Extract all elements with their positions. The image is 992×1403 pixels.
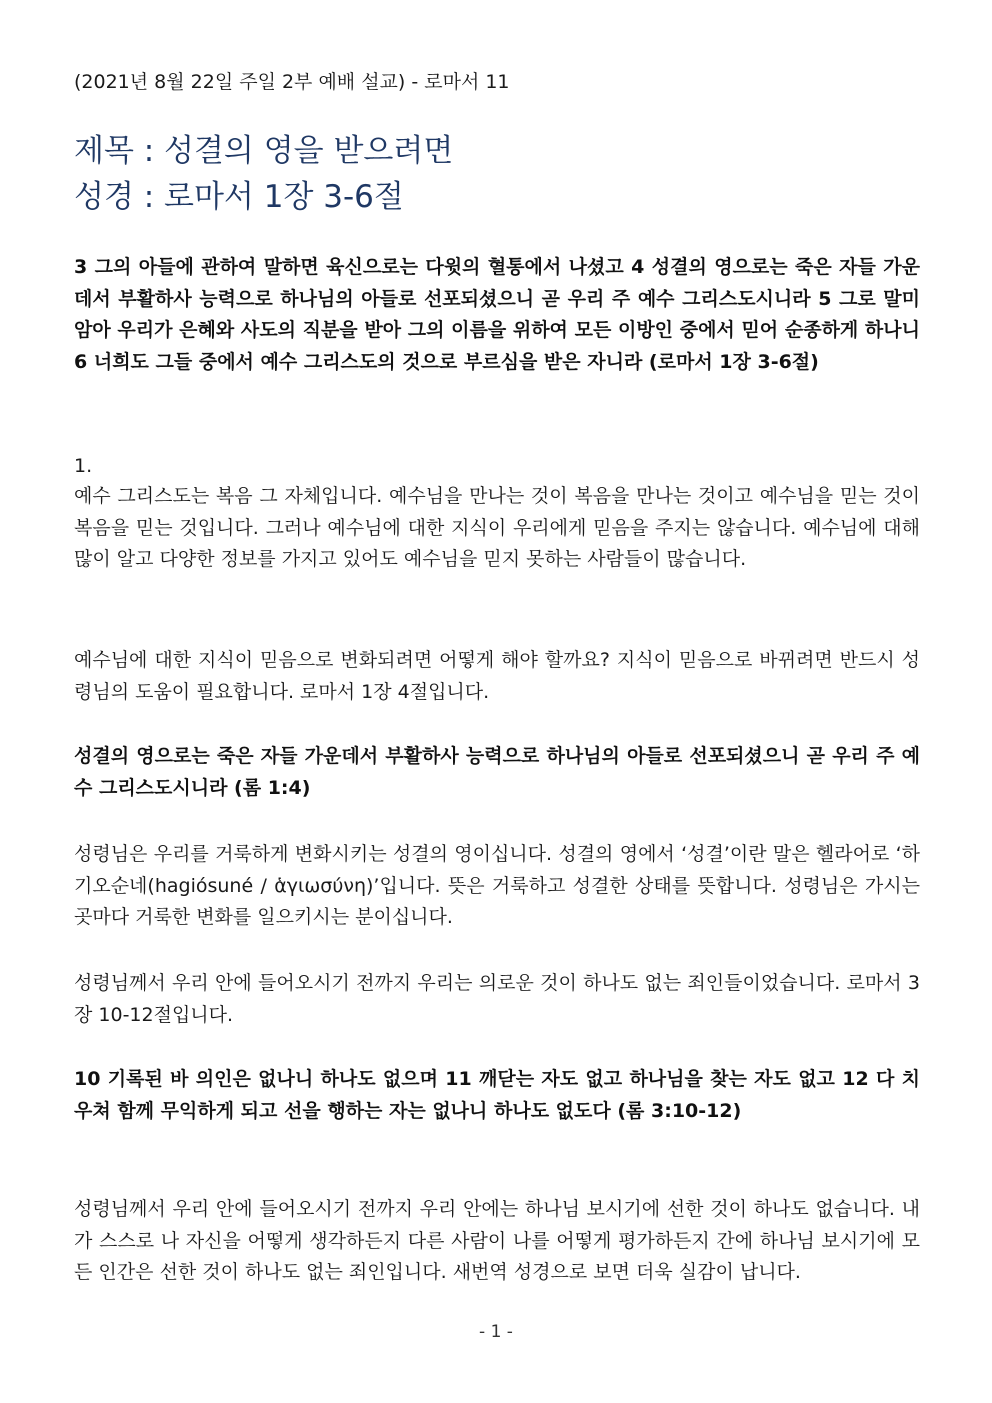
- sermon-title: 제목 : 성결의 영을 받으려면: [74, 133, 454, 169]
- page-number: - 1 -: [479, 1322, 513, 1342]
- body-paragraph-3: 성령님은 우리를 거룩하게 변화시키는 성결의 영이십니다. 성결의 영에서 ‘성결’이란 말은 헬라어로 ‘하기오순네(hagiósuné / ἁγιωσύνη)’입니다. 뜻은 거룩하고 성결한 상태를 뜻합니다. 성령님은 가시는 곳마다 거룩한 변화를 일으키시는 분이십니다.: [74, 843, 920, 928]
- body-paragraph-2: 예수님에 대한 지식이 믿음으로 변화되려면 어떻게 해야 할까요? 지식이 믿음으로 바뀌려면 반드시 성령님의 도움이 필요합니다. 로마서 1장 4절입니다.: [74, 649, 920, 703]
- scripture-quote-rom-1-4: 성결의 영으로는 죽은 자들 가운데서 부활하사 능력으로 하나님의 아들로 선포되셨으니 곧 우리 주 예수 그리스도시니라 (롬 1:4): [74, 745, 920, 799]
- body-paragraph-1: 예수 그리스도는 복음 그 자체입니다. 예수님을 만나는 것이 복음을 만나는 것이고 예수님을 믿는 것이 복음을 믿는 것입니다. 그러나 예수님에 대한 지식이 우리에게 믿음을 주지는 않습니다. 예수님에 대해 많이 알고 다양한 정보를 가지고 있어도 예수님을 믿지 못하는 사람들이 많습니다.: [74, 485, 920, 570]
- scripture-reference: 성경 : 로마서 1장 3-6절: [74, 179, 404, 215]
- section-number: 1.: [74, 455, 93, 477]
- body-paragraph-5: 성령님께서 우리 안에 들어오시기 전까지 우리 안에는 하나님 보시기에 선한 것이 하나도 없습니다. 내가 스스로 나 자신을 어떻게 생각하든지 다른 사람이 나를 어떻게 평가하든지 간에 하나님 보시기에 모든 인간은 선한 것이 하나도 없는 죄인입니다. 새번역 성경으로 보면 더욱 실감이 납니다.: [74, 1198, 920, 1283]
- scripture-quote-rom-3-10: 10 기록된 바 의인은 없나니 하나도 없으며 11 깨닫는 자도 없고 하나님을 찾는 자도 없고 12 다 치우쳐 함께 무익하게 되고 선을 행하는 자는 없나니 하나도 없도다 (롬 3:10-12): [74, 1068, 920, 1122]
- sermon-header: (2021년 8월 22일 주일 2부 예배 설교) - 로마서 11: [74, 71, 510, 93]
- body-paragraph-4: 성령님께서 우리 안에 들어오시기 전까지 우리는 의로운 것이 하나도 없는 죄인들이었습니다. 로마서 3장 10-12절입니다.: [74, 972, 920, 1026]
- scripture-passage: 3 그의 아들에 관하여 말하면 육신으로는 다윗의 혈통에서 나셨고 4 성결의 영으로는 죽은 자들 가운데서 부활하사 능력으로 하나님의 아들로 선포되셨으니 곧 우리 주 예수 그리스도시니라 5 그로 말미암아 우리가 은혜와 사도의 직분을 받아 그의 이름을 위하여 모든 이방인 중에서 믿어 순종하게 하나니 6 너희도 그들 중에서 예수 그리스도의 것으로 부르심을 받은 자니라 (로마서 1장 3-6절): [74, 256, 920, 373]
